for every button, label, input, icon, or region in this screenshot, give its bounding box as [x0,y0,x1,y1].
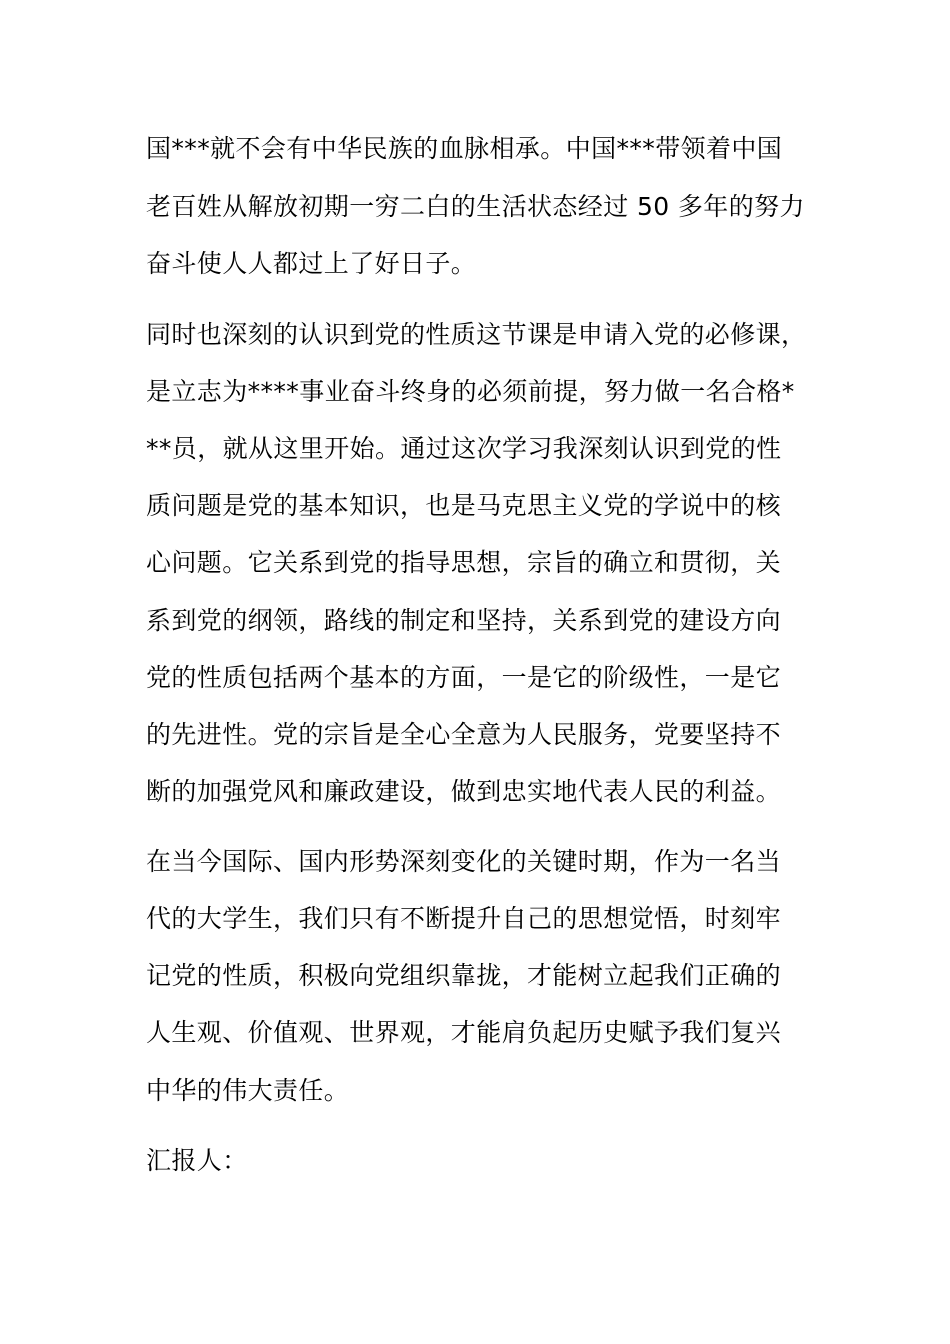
text-line: 奋斗使人人都过上了好日子。 [146,249,477,278]
text-line: 是立志为****事业奋斗终身的必须前提，努力做一名合格* [146,377,795,406]
text-line: 断的加强党风和廉政建设，做到忠实地代表人民的利益。 [146,777,782,806]
text-line: 国***就不会有中华民族的血脉相承。中国***带领着中国 [146,134,783,163]
text-line: 在当今国际、国内形势深刻变化的关键时期，作为一名当 [146,847,782,876]
text-line: 同时也深刻的认识到党的性质这节课是申请入党的必修课， [146,320,807,349]
text-line: 的先进性。党的宗旨是全心全意为人民服务，党要坚持不 [146,720,782,749]
text-line: 党的性质包括两个基本的方面，一是它的阶级性，一是它 [146,663,782,692]
text-line: 心问题。它关系到党的指导思想，宗旨的确立和贯彻，关 [146,548,782,577]
text-line: 代的大学生，我们只有不断提升自己的思想觉悟，时刻牢 [146,904,782,933]
text-line: **员，就从这里开始。通过这次学习我深刻认识到党的性 [146,434,782,463]
reporter-label: 汇报人： [146,1146,248,1175]
text-line: 老百姓从解放初期一穷二白的生活状态经过 50 多年的努力 [146,192,805,221]
text-line: 人生观、价值观、世界观，才能肩负起历史赋予我们复兴 [146,1018,782,1047]
text-line: 中华的伟大责任。 [146,1076,350,1105]
text-line: 质问题是党的基本知识，也是马克思主义党的学说中的核 [146,491,782,520]
text-line: 记党的性质，积极向党组织靠拢，才能树立起我们正确的 [146,961,782,990]
text-line: 系到党的纲领，路线的制定和坚持，关系到党的建设方向 [146,606,782,635]
